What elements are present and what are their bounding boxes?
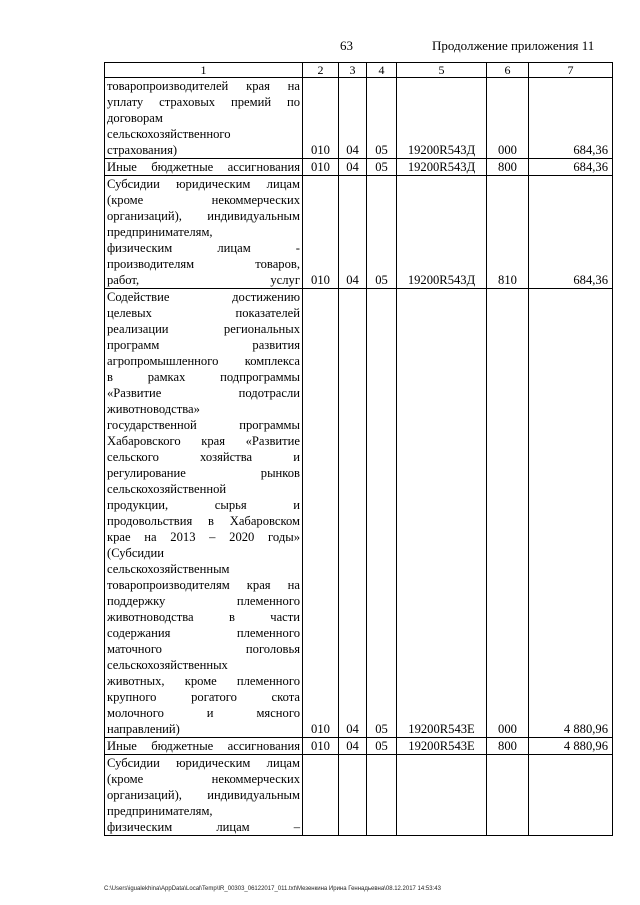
row-name-cell <box>105 738 303 755</box>
row-name-line: (Субсидии <box>107 546 165 560</box>
page-number: 63 <box>340 38 353 53</box>
column-header-5: 5 <box>397 63 487 78</box>
table-body <box>105 78 613 836</box>
row-name-line: агропромышленного комплекса <box>107 354 300 368</box>
row-cell-c2: 010 <box>303 78 339 159</box>
row-cell-c3: 04 <box>339 78 367 159</box>
budget-table <box>104 62 613 836</box>
column-header-1: 1 <box>105 63 303 78</box>
continuation-label: Продолжение приложения 11 <box>432 38 595 53</box>
row-name-line: сельского хозяйства и <box>107 450 300 464</box>
row-cell-c7: 4 880,96 <box>529 738 613 755</box>
row-name-line: сельскохозяйственным <box>107 562 230 576</box>
row-cell-c7 <box>529 755 613 836</box>
row-name-line: Содействие достижению <box>107 290 300 304</box>
table-row <box>105 78 613 159</box>
row-cell-c5: 19200R543Д <box>397 176 487 289</box>
row-cell-c5: 19200R543Д <box>397 159 487 176</box>
row-name-line: организаций), индивидуальным <box>107 788 300 802</box>
column-header-6: 6 <box>487 63 529 78</box>
row-name-line: регулирование рынков <box>107 466 300 480</box>
table-row <box>105 289 613 738</box>
row-cell-c5: 19200R543Е <box>397 738 487 755</box>
row-name-cell <box>105 289 303 738</box>
row-name-line: физическим лицам - <box>107 241 300 255</box>
row-name-cell <box>105 78 303 159</box>
row-cell-c2: 010 <box>303 289 339 738</box>
row-cell-c5: 19200R543Е <box>397 289 487 738</box>
row-name-cell <box>105 176 303 289</box>
row-cell-c4: 05 <box>367 289 397 738</box>
row-name-line: (кроме некоммерческих <box>107 772 300 786</box>
row-name-line: продукции, сырья и <box>107 498 300 512</box>
row-cell-c2 <box>303 755 339 836</box>
row-name-line: Иные бюджетные ассигнования <box>107 739 300 753</box>
column-header-2: 2 <box>303 63 339 78</box>
row-name-line: крупного рогатого скота <box>107 690 300 704</box>
row-name-line: производителям товаров, <box>107 257 300 271</box>
row-name-line: направлений) <box>107 722 180 736</box>
row-name-line: товаропроизводителей края на <box>107 79 300 93</box>
row-name-line: сельскохозяйственной <box>107 482 227 496</box>
row-name-line: организаций), индивидуальным <box>107 209 300 223</box>
row-cell-c7: 684,36 <box>529 159 613 176</box>
row-name-line: животноводства» <box>107 402 200 416</box>
file-path-footer: C:\Users\igualekhina\AppData\Local\Temp\IR_00303_06122017_011.txt\Мезенкина Ирина Геннадьевна\08.12.2017 14:53:43 <box>104 886 441 892</box>
row-name-line: целевых показателей <box>107 306 300 320</box>
row-cell-c4: 05 <box>367 738 397 755</box>
row-cell-c6: 000 <box>487 78 529 159</box>
row-name-line: содержания племенного <box>107 626 300 640</box>
row-cell-c2: 010 <box>303 738 339 755</box>
row-name-line: маточного поголовья <box>107 642 300 656</box>
column-header-7: 7 <box>529 63 613 78</box>
row-name-line: животноводства в части <box>107 610 300 624</box>
row-name-line: программ развития <box>107 338 300 352</box>
row-name-line: предпринимателям, <box>107 225 213 239</box>
row-name-line: предпринимателям, <box>107 804 213 818</box>
row-name-line: Хабаровского края «Развитие <box>107 434 300 448</box>
row-name-line: поддержку племенного <box>107 594 300 608</box>
row-cell-c4 <box>367 755 397 836</box>
row-cell-c7: 684,36 <box>529 176 613 289</box>
row-cell-c7: 4 880,96 <box>529 289 613 738</box>
row-cell-c3: 04 <box>339 176 367 289</box>
row-name-line: (кроме некоммерческих <box>107 193 300 207</box>
row-name-cell <box>105 159 303 176</box>
table-row <box>105 738 613 755</box>
row-name-line: «Развитие подотрасли <box>107 386 300 400</box>
row-cell-c4: 05 <box>367 78 397 159</box>
row-name-line: Субсидии юридическим лицам <box>107 756 300 770</box>
row-cell-c6: 800 <box>487 738 529 755</box>
column-number-row <box>105 63 613 78</box>
row-name-line: договорам <box>107 111 163 125</box>
row-cell-c6 <box>487 755 529 836</box>
row-cell-c5 <box>397 755 487 836</box>
row-name-line: молочного и мясного <box>107 706 300 720</box>
row-cell-c3: 04 <box>339 289 367 738</box>
row-name-line: работ, услуг <box>107 273 300 287</box>
row-name-line: уплату страховых премий по <box>107 95 300 109</box>
row-name-line: крае на 2013 – 2020 годы» <box>107 530 300 544</box>
table-row <box>105 159 613 176</box>
row-name-line: Иные бюджетные ассигнования <box>107 160 300 174</box>
row-cell-c3 <box>339 755 367 836</box>
row-name-line: продовольствия в Хабаровском <box>107 514 300 528</box>
row-cell-c3: 04 <box>339 738 367 755</box>
row-cell-c6: 810 <box>487 176 529 289</box>
row-name-line: государственной программы <box>107 418 300 432</box>
row-cell-c3: 04 <box>339 159 367 176</box>
row-cell-c7: 684,36 <box>529 78 613 159</box>
row-cell-c6: 000 <box>487 289 529 738</box>
row-name-line: страхования) <box>107 143 178 157</box>
row-name-line: товаропроизводителям края на <box>107 578 300 592</box>
row-name-line: сельскохозяйственных <box>107 658 228 672</box>
row-cell-c6: 800 <box>487 159 529 176</box>
row-name-line: сельскохозяйственного <box>107 127 231 141</box>
table-row <box>105 755 613 836</box>
row-name-cell <box>105 755 303 836</box>
row-name-line: физическим лицам – <box>107 820 300 834</box>
table-row <box>105 176 613 289</box>
row-name-line: животных, кроме племенного <box>107 674 300 688</box>
column-header-3: 3 <box>339 63 367 78</box>
row-cell-c2: 010 <box>303 159 339 176</box>
row-name-line: реализации региональных <box>107 322 300 336</box>
column-header-4: 4 <box>367 63 397 78</box>
row-cell-c4: 05 <box>367 176 397 289</box>
row-cell-c5: 19200R543Д <box>397 78 487 159</box>
row-cell-c2: 010 <box>303 176 339 289</box>
row-name-line: в рамках подпрограммы <box>107 370 300 384</box>
row-cell-c4: 05 <box>367 159 397 176</box>
row-name-line: Субсидии юридическим лицам <box>107 177 300 191</box>
